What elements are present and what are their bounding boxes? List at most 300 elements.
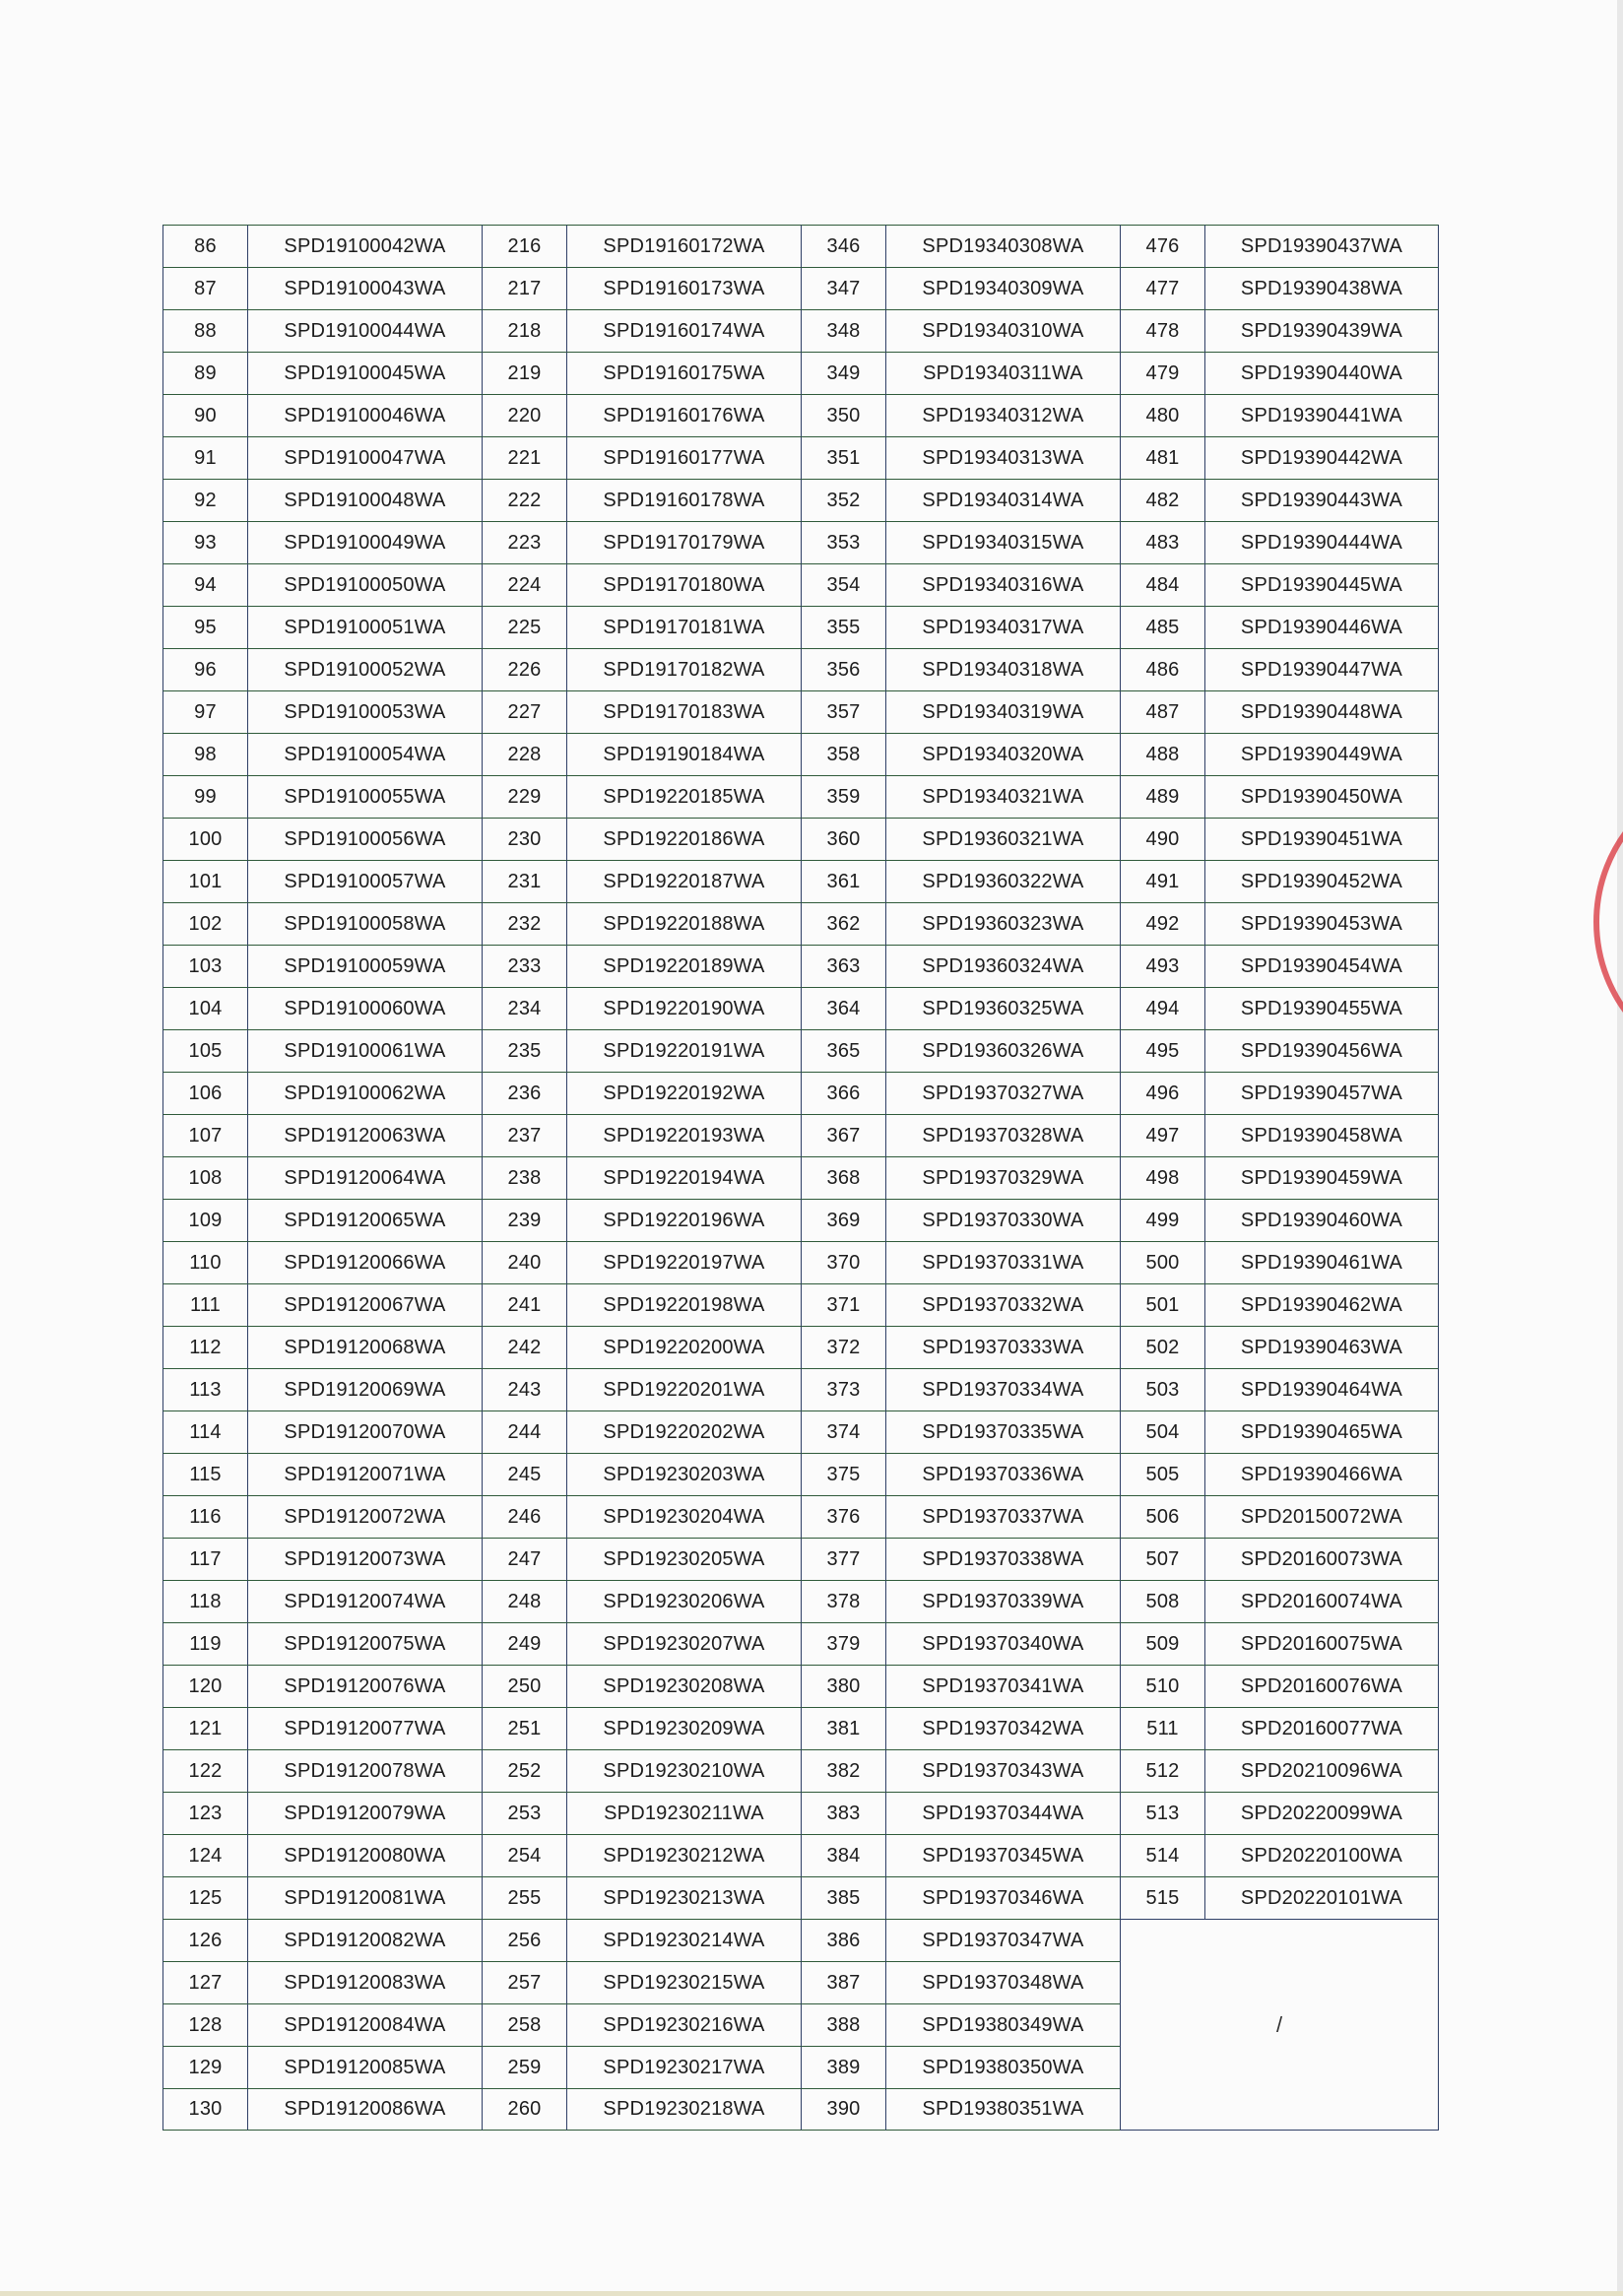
product-code: SPD19120068WA [247, 1326, 482, 1368]
row-number: 360 [801, 818, 885, 860]
table-row [162, 1580, 482, 1622]
row-number: 129 [162, 2046, 247, 2088]
row-number: 363 [801, 945, 885, 987]
product-code: SPD19390443WA [1204, 479, 1439, 521]
product-code: SPD19220197WA [566, 1241, 801, 1283]
row-number: 482 [1120, 479, 1204, 521]
row-number: 118 [162, 1580, 247, 1622]
row-number: 382 [801, 1749, 885, 1792]
product-code: SPD19190184WA [566, 733, 801, 775]
row-number: 96 [162, 648, 247, 690]
row-number: 107 [162, 1114, 247, 1156]
product-code: SPD19120063WA [247, 1114, 482, 1156]
row-number: 112 [162, 1326, 247, 1368]
row-number: 500 [1120, 1241, 1204, 1283]
row-number: 92 [162, 479, 247, 521]
table-row [482, 775, 801, 818]
product-code: SPD19370334WA [885, 1368, 1120, 1410]
row-number: 224 [482, 563, 566, 606]
table-row [801, 1876, 1120, 1919]
table-row [482, 1876, 801, 1919]
row-number: 514 [1120, 1834, 1204, 1876]
table-row [801, 1326, 1120, 1368]
product-code: SPD19390449WA [1204, 733, 1439, 775]
table-row [801, 1961, 1120, 2003]
row-number: 361 [801, 860, 885, 902]
row-number: 505 [1120, 1453, 1204, 1495]
row-number: 241 [482, 1283, 566, 1326]
table-row [162, 1410, 482, 1453]
table-row [801, 1665, 1120, 1707]
row-number: 120 [162, 1665, 247, 1707]
product-code: SPD19390462WA [1204, 1283, 1439, 1326]
row-number: 226 [482, 648, 566, 690]
product-code: SPD19120071WA [247, 1453, 482, 1495]
product-code: SPD19370332WA [885, 1283, 1120, 1326]
product-code: SPD19340321WA [885, 775, 1120, 818]
product-code: SPD19120065WA [247, 1199, 482, 1241]
product-code: SPD19100058WA [247, 902, 482, 945]
table-row [1120, 479, 1439, 521]
table-row [1120, 860, 1439, 902]
table-row [482, 1707, 801, 1749]
product-code: SPD19100043WA [247, 267, 482, 309]
table-row [1120, 521, 1439, 563]
product-code: SPD19120082WA [247, 1919, 482, 1961]
row-number: 243 [482, 1368, 566, 1410]
row-number: 386 [801, 1919, 885, 1961]
table-row [801, 1072, 1120, 1114]
row-number: 358 [801, 733, 885, 775]
row-number: 369 [801, 1199, 885, 1241]
product-code: SPD19390456WA [1204, 1029, 1439, 1072]
table-column-4 [1120, 225, 1439, 2131]
table-row [1120, 563, 1439, 606]
table-row [162, 1495, 482, 1538]
product-code: SPD19370327WA [885, 1072, 1120, 1114]
table-row [162, 1538, 482, 1580]
row-number: 233 [482, 945, 566, 987]
row-number: 351 [801, 436, 885, 479]
table-row [801, 2046, 1120, 2088]
row-number: 488 [1120, 733, 1204, 775]
row-number: 235 [482, 1029, 566, 1072]
table-row [162, 2046, 482, 2088]
table-row [801, 1834, 1120, 1876]
row-number: 239 [482, 1199, 566, 1241]
product-code: SPD19380349WA [885, 2003, 1120, 2046]
product-code: SPD19220201WA [566, 1368, 801, 1410]
product-code: SPD19360326WA [885, 1029, 1120, 1072]
row-number: 350 [801, 394, 885, 436]
product-code: SPD19340308WA [885, 225, 1120, 267]
bottom-edge [0, 2291, 1623, 2296]
row-number: 258 [482, 2003, 566, 2046]
table-row [801, 860, 1120, 902]
table-row [482, 1410, 801, 1453]
row-number: 234 [482, 987, 566, 1029]
row-number: 390 [801, 2088, 885, 2131]
table-row [162, 1919, 482, 1961]
table-row [801, 394, 1120, 436]
product-code: SPD19390450WA [1204, 775, 1439, 818]
product-code: SPD20160074WA [1204, 1580, 1439, 1622]
row-number: 127 [162, 1961, 247, 2003]
product-code: SPD19120069WA [247, 1368, 482, 1410]
row-number: 515 [1120, 1876, 1204, 1919]
table-row [482, 1156, 801, 1199]
product-code: SPD19120084WA [247, 2003, 482, 2046]
row-number: 501 [1120, 1283, 1204, 1326]
product-code: SPD19360322WA [885, 860, 1120, 902]
table-row [162, 1453, 482, 1495]
table-row [162, 563, 482, 606]
row-number: 114 [162, 1410, 247, 1453]
row-number: 113 [162, 1368, 247, 1410]
product-code: SPD19100050WA [247, 563, 482, 606]
table-row [1120, 1580, 1439, 1622]
table-row [162, 902, 482, 945]
product-code: SPD19100049WA [247, 521, 482, 563]
table-row [482, 1961, 801, 2003]
table-row [801, 267, 1120, 309]
row-number: 227 [482, 690, 566, 733]
product-code: SPD19220193WA [566, 1114, 801, 1156]
product-code: SPD19390452WA [1204, 860, 1439, 902]
table-row [482, 818, 801, 860]
product-code: SPD19220190WA [566, 987, 801, 1029]
row-number: 260 [482, 2088, 566, 2131]
product-code: SPD19100062WA [247, 1072, 482, 1114]
row-number: 221 [482, 436, 566, 479]
product-code: SPD19390437WA [1204, 225, 1439, 267]
product-code: SPD20220099WA [1204, 1792, 1439, 1834]
product-code: SPD19160174WA [566, 309, 801, 352]
product-code: SPD19390438WA [1204, 267, 1439, 309]
row-number: 255 [482, 1876, 566, 1919]
row-number: 493 [1120, 945, 1204, 987]
row-number: 225 [482, 606, 566, 648]
table-row [162, 1749, 482, 1792]
table-row [801, 648, 1120, 690]
product-code: SPD19100060WA [247, 987, 482, 1029]
row-number: 483 [1120, 521, 1204, 563]
product-code: SPD19370341WA [885, 1665, 1120, 1707]
product-code: SPD19100047WA [247, 436, 482, 479]
product-code: SPD19390440WA [1204, 352, 1439, 394]
row-number: 93 [162, 521, 247, 563]
row-number: 476 [1120, 225, 1204, 267]
row-number: 254 [482, 1834, 566, 1876]
product-code: SPD19370348WA [885, 1961, 1120, 2003]
product-code: SPD19370329WA [885, 1156, 1120, 1199]
product-code: SPD19380351WA [885, 2088, 1120, 2131]
product-code: SPD19160176WA [566, 394, 801, 436]
table-row [162, 1665, 482, 1707]
row-number: 497 [1120, 1114, 1204, 1156]
table-row [801, 690, 1120, 733]
row-number: 498 [1120, 1156, 1204, 1199]
product-code: SPD19120080WA [247, 1834, 482, 1876]
row-number: 347 [801, 267, 885, 309]
product-code: SPD19390439WA [1204, 309, 1439, 352]
product-code: SPD19370328WA [885, 1114, 1120, 1156]
table-row [162, 2088, 482, 2131]
row-number: 490 [1120, 818, 1204, 860]
empty-cell-slash: / [1120, 1919, 1439, 2131]
row-number: 244 [482, 1410, 566, 1453]
table-row [1120, 1072, 1439, 1114]
row-number: 373 [801, 1368, 885, 1410]
row-number: 366 [801, 1072, 885, 1114]
row-number: 370 [801, 1241, 885, 1283]
table-row [482, 1834, 801, 1876]
product-code: SPD19340317WA [885, 606, 1120, 648]
product-code: SPD19370339WA [885, 1580, 1120, 1622]
table-row [162, 1622, 482, 1665]
product-code: SPD20160077WA [1204, 1707, 1439, 1749]
table-row [801, 1538, 1120, 1580]
product-code: SPD19370336WA [885, 1453, 1120, 1495]
product-code: SPD19370345WA [885, 1834, 1120, 1876]
product-code: SPD19100046WA [247, 394, 482, 436]
product-code: SPD19370340WA [885, 1622, 1120, 1665]
row-number: 231 [482, 860, 566, 902]
row-number: 245 [482, 1453, 566, 1495]
serial-number-table [162, 225, 1438, 2131]
table-row [1120, 309, 1439, 352]
row-number: 230 [482, 818, 566, 860]
table-row [1120, 1622, 1439, 1665]
row-number: 378 [801, 1580, 885, 1622]
product-code: SPD19160175WA [566, 352, 801, 394]
row-number: 511 [1120, 1707, 1204, 1749]
product-code: SPD19220185WA [566, 775, 801, 818]
row-number: 354 [801, 563, 885, 606]
table-row [162, 1961, 482, 2003]
table-column-2 [482, 225, 801, 2131]
product-code: SPD19220186WA [566, 818, 801, 860]
row-number: 256 [482, 1919, 566, 1961]
table-row [1120, 818, 1439, 860]
row-number: 346 [801, 225, 885, 267]
product-code: SPD19220200WA [566, 1326, 801, 1368]
row-number: 110 [162, 1241, 247, 1283]
row-number: 246 [482, 1495, 566, 1538]
product-code: SPD19230214WA [566, 1919, 801, 1961]
row-number: 494 [1120, 987, 1204, 1029]
product-code: SPD19390465WA [1204, 1410, 1439, 1453]
product-code: SPD19390458WA [1204, 1114, 1439, 1156]
table-row [1120, 352, 1439, 394]
product-code: SPD19340311WA [885, 352, 1120, 394]
product-code: SPD19230217WA [566, 2046, 801, 2088]
table-row [162, 1199, 482, 1241]
product-code: SPD19120081WA [247, 1876, 482, 1919]
table-row [801, 1580, 1120, 1622]
table-row [1120, 1410, 1439, 1453]
product-code: SPD19370331WA [885, 1241, 1120, 1283]
table-row [1120, 1707, 1439, 1749]
product-code: SPD19340320WA [885, 733, 1120, 775]
row-number: 125 [162, 1876, 247, 1919]
table-row [482, 1538, 801, 1580]
row-number: 355 [801, 606, 885, 648]
product-code: SPD19370343WA [885, 1749, 1120, 1792]
product-code: SPD19220192WA [566, 1072, 801, 1114]
product-code: SPD19390460WA [1204, 1199, 1439, 1241]
table-row [162, 394, 482, 436]
table-row [1120, 436, 1439, 479]
row-number: 364 [801, 987, 885, 1029]
product-code: SPD19230212WA [566, 1834, 801, 1876]
product-code: SPD19160178WA [566, 479, 801, 521]
row-number: 495 [1120, 1029, 1204, 1072]
table-row [801, 563, 1120, 606]
table-row [801, 1368, 1120, 1410]
product-code: SPD19340319WA [885, 690, 1120, 733]
table-row [1120, 902, 1439, 945]
row-number: 109 [162, 1199, 247, 1241]
product-code: SPD19100045WA [247, 352, 482, 394]
table-row [482, 1072, 801, 1114]
table-row [162, 267, 482, 309]
row-number: 238 [482, 1156, 566, 1199]
row-number: 372 [801, 1326, 885, 1368]
table-row [482, 902, 801, 945]
table-row [1120, 1368, 1439, 1410]
table-row [801, 1495, 1120, 1538]
product-code: SPD19120074WA [247, 1580, 482, 1622]
row-number: 128 [162, 2003, 247, 2046]
table-row [162, 1368, 482, 1410]
row-number: 383 [801, 1792, 885, 1834]
table-row [482, 309, 801, 352]
product-code: SPD19100051WA [247, 606, 482, 648]
row-number: 367 [801, 1114, 885, 1156]
row-number: 242 [482, 1326, 566, 1368]
table-row [162, 690, 482, 733]
product-code: SPD19160172WA [566, 225, 801, 267]
product-code: SPD19370342WA [885, 1707, 1120, 1749]
product-code: SPD19120073WA [247, 1538, 482, 1580]
product-code: SPD19170182WA [566, 648, 801, 690]
row-number: 100 [162, 818, 247, 860]
table-row [801, 1029, 1120, 1072]
product-code: SPD19390446WA [1204, 606, 1439, 648]
table-row [1120, 775, 1439, 818]
row-number: 108 [162, 1156, 247, 1199]
product-code: SPD19370337WA [885, 1495, 1120, 1538]
table-row [1120, 1792, 1439, 1834]
product-code: SPD19170181WA [566, 606, 801, 648]
row-number: 236 [482, 1072, 566, 1114]
table-row [1120, 1749, 1439, 1792]
table-row [801, 1114, 1120, 1156]
table-row [482, 2088, 801, 2131]
row-number: 481 [1120, 436, 1204, 479]
table-row [801, 987, 1120, 1029]
row-number: 491 [1120, 860, 1204, 902]
product-code: SPD19340310WA [885, 309, 1120, 352]
row-number: 122 [162, 1749, 247, 1792]
table-row [482, 648, 801, 690]
table-row [1120, 225, 1439, 267]
product-code: SPD19120070WA [247, 1410, 482, 1453]
product-code: SPD19120072WA [247, 1495, 482, 1538]
row-number: 105 [162, 1029, 247, 1072]
row-number: 95 [162, 606, 247, 648]
table-row [162, 1072, 482, 1114]
table-row [801, 309, 1120, 352]
row-number: 371 [801, 1283, 885, 1326]
row-number: 257 [482, 1961, 566, 2003]
table-row [162, 521, 482, 563]
table-row [801, 436, 1120, 479]
product-code: SPD19390461WA [1204, 1241, 1439, 1283]
product-code: SPD19100057WA [247, 860, 482, 902]
row-number: 253 [482, 1792, 566, 1834]
table-row [801, 1707, 1120, 1749]
table-row [482, 945, 801, 987]
row-number: 240 [482, 1241, 566, 1283]
table-row [482, 352, 801, 394]
row-number: 375 [801, 1453, 885, 1495]
product-code: SPD19390444WA [1204, 521, 1439, 563]
table-row [162, 1834, 482, 1876]
table-row [162, 479, 482, 521]
row-number: 486 [1120, 648, 1204, 690]
product-code: SPD19380350WA [885, 2046, 1120, 2088]
product-code: SPD20220101WA [1204, 1876, 1439, 1919]
row-number: 259 [482, 2046, 566, 2088]
product-code: SPD19220187WA [566, 860, 801, 902]
table-row [482, 1241, 801, 1283]
product-code: SPD19390466WA [1204, 1453, 1439, 1495]
row-number: 232 [482, 902, 566, 945]
row-number: 228 [482, 733, 566, 775]
table-row [482, 1665, 801, 1707]
row-number: 94 [162, 563, 247, 606]
row-number: 101 [162, 860, 247, 902]
row-number: 388 [801, 2003, 885, 2046]
row-number: 384 [801, 1834, 885, 1876]
product-code: SPD19340318WA [885, 648, 1120, 690]
row-number: 229 [482, 775, 566, 818]
row-number: 507 [1120, 1538, 1204, 1580]
row-number: 119 [162, 1622, 247, 1665]
table-row [1120, 1156, 1439, 1199]
product-code: SPD19230203WA [566, 1453, 801, 1495]
table-row [482, 479, 801, 521]
row-number: 216 [482, 225, 566, 267]
product-code: SPD19230218WA [566, 2088, 801, 2131]
product-code: SPD19100059WA [247, 945, 482, 987]
row-number: 357 [801, 690, 885, 733]
product-code: SPD19390463WA [1204, 1326, 1439, 1368]
row-number: 365 [801, 1029, 885, 1072]
table-row [1120, 394, 1439, 436]
product-code: SPD19360321WA [885, 818, 1120, 860]
product-code: SPD20220100WA [1204, 1834, 1439, 1876]
row-number: 502 [1120, 1326, 1204, 1368]
table-row [801, 1199, 1120, 1241]
row-number: 115 [162, 1453, 247, 1495]
product-code: SPD19120075WA [247, 1622, 482, 1665]
row-number: 223 [482, 521, 566, 563]
row-number: 477 [1120, 267, 1204, 309]
product-code: SPD19360323WA [885, 902, 1120, 945]
